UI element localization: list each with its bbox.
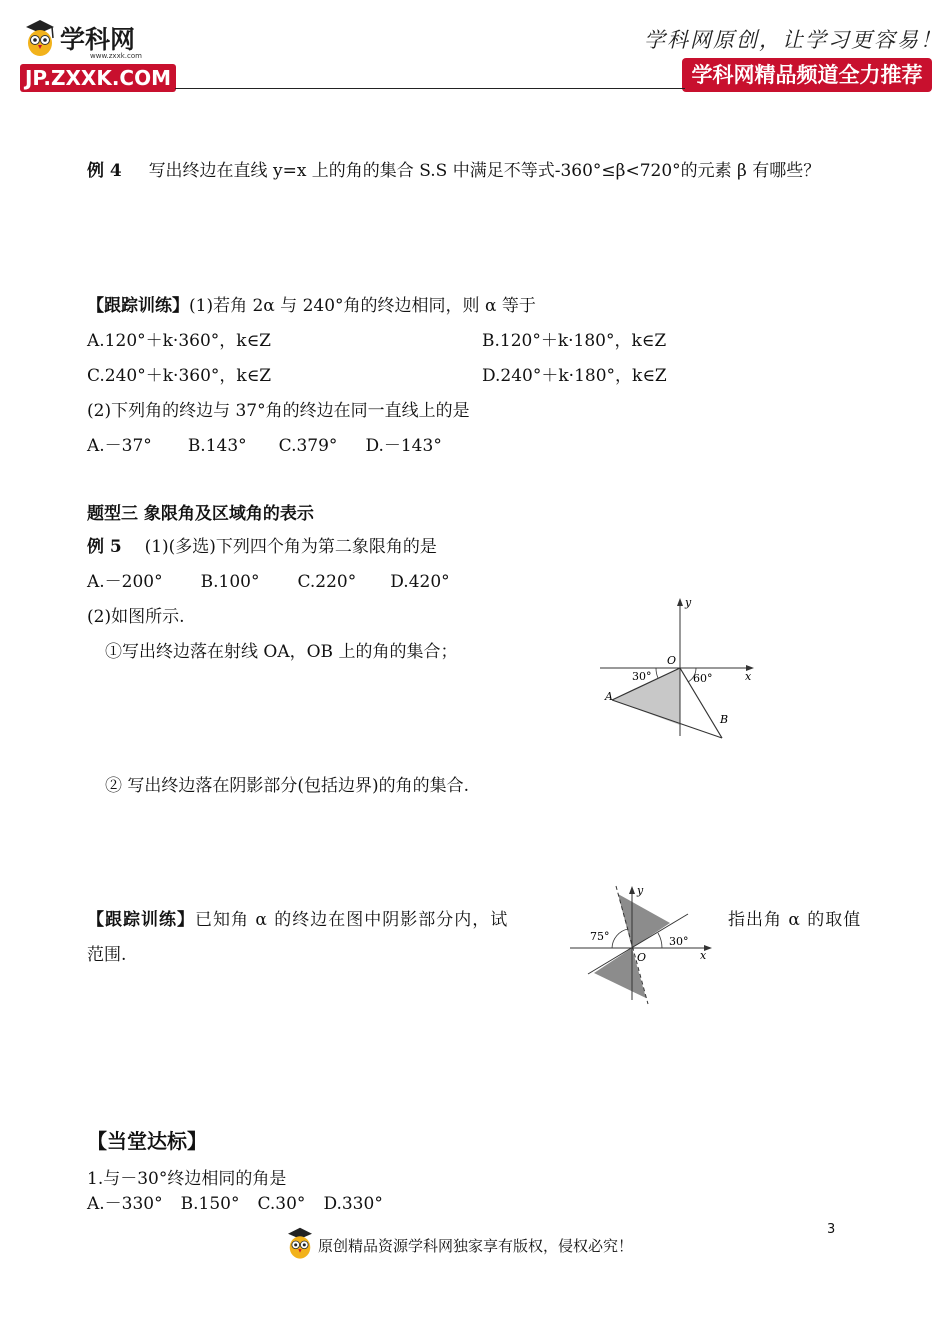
tracking-1-label: 【跟踪训练】 bbox=[87, 296, 189, 316]
logo-name: 学科网 bbox=[60, 25, 136, 54]
option: A.－200° bbox=[87, 572, 163, 592]
fig1-point-b: B bbox=[720, 713, 729, 726]
mastery-title: 【当堂达标】 bbox=[87, 1129, 207, 1153]
fig2-angle-30: 30° bbox=[669, 935, 689, 948]
option: A.－37° bbox=[87, 436, 152, 456]
tracking-2-label: 【跟踪训练】 bbox=[87, 910, 195, 930]
option: D.420° bbox=[390, 572, 450, 592]
option: C.379° bbox=[278, 436, 338, 456]
logo-url: www.zxxk.com bbox=[90, 52, 142, 60]
example-5-sub2: ② 写出终边落在阴影部分(包括边界)的角的集合. bbox=[105, 776, 470, 796]
fig2-angle-75: 75° bbox=[590, 930, 610, 943]
tracking-1-option-d: D.240°＋k·180°，k∈Z bbox=[482, 366, 667, 386]
option: D.－143° bbox=[365, 436, 442, 456]
example-4 bbox=[87, 156, 820, 181]
fig1-x-label: x bbox=[745, 670, 752, 683]
option: A.－330° bbox=[87, 1194, 163, 1214]
example-5-q1-text: (1)(多选)下列四个角为第二象限角的是 bbox=[144, 537, 437, 557]
option: D.330° bbox=[323, 1194, 383, 1214]
example-5-q1 bbox=[87, 532, 437, 557]
fig1-origin-label: O bbox=[667, 654, 677, 667]
tracking-2-text-3: 范围. bbox=[87, 945, 127, 965]
fig1-point-a: A bbox=[605, 690, 613, 703]
tracking-1-q2: (2)下列角的终边与 37°角的终边在同一直线上的是 bbox=[87, 401, 470, 421]
tracking-1-option-b: B.120°＋k·180°，k∈Z bbox=[482, 331, 667, 351]
tracking-1-option-a: A.120°＋k·360°，k∈Z bbox=[87, 331, 271, 351]
fig1-angle-30: 30° bbox=[632, 670, 652, 683]
example-5-q1-options bbox=[87, 567, 478, 592]
fig1-angle-60: 60° bbox=[693, 672, 713, 685]
arc-75 bbox=[612, 929, 628, 948]
example-4-label: 例 4 bbox=[87, 161, 122, 181]
page-number: 3 bbox=[827, 1222, 836, 1237]
fig2-x-label: x bbox=[700, 949, 707, 962]
tracking-1-q1 bbox=[87, 291, 536, 316]
recommend-banner: 学科网精品频道全力推荐 bbox=[682, 58, 932, 92]
option: B.150° bbox=[180, 1194, 240, 1214]
footer-owl-icon bbox=[284, 1226, 316, 1262]
option: B.143° bbox=[187, 436, 247, 456]
tracking-2-line1 bbox=[87, 905, 508, 930]
tracking-1-q1-text: (1)若角 2α 与 240°角的终边相同，则 α 等于 bbox=[189, 296, 536, 316]
slogan: 学科网原创，让学习更容易！ bbox=[644, 28, 943, 52]
site-domain: JP.ZXXK.COM bbox=[20, 64, 176, 92]
example-5-q2: (2)如图所示. bbox=[87, 607, 185, 627]
header-divider bbox=[175, 88, 685, 89]
figure-shaded-sectors bbox=[566, 882, 716, 1006]
fig1-y-label: y bbox=[685, 596, 692, 609]
tracking-2-text-2: 指出角 α 的取值 bbox=[728, 910, 862, 930]
fig2-y-label: y bbox=[637, 884, 644, 897]
arc-30 bbox=[658, 933, 662, 948]
example-5-label: 例 5 bbox=[87, 537, 122, 557]
y-arrow bbox=[677, 598, 683, 606]
tracking-2-text-1: 已知角 α 的终边在图中阴影部分内，试 bbox=[195, 910, 509, 930]
arc-30 bbox=[656, 668, 658, 678]
footer-copyright: 原创精品资源学科网独家享有版权，侵权必究！ bbox=[318, 1237, 634, 1255]
owl-mascot-icon bbox=[22, 18, 58, 60]
logo[interactable] bbox=[20, 14, 180, 94]
tracking-1-option-c: C.240°＋k·360°，k∈Z bbox=[87, 366, 272, 386]
figure-rays-oa-ob bbox=[596, 594, 760, 742]
example-4-text: 写出终边在直线 y=x 上的角的集合 S.S 中满足不等式-360°≤β<720°的元素 β 有哪些？ bbox=[148, 161, 821, 181]
option: B.100° bbox=[200, 572, 260, 592]
option: C.220° bbox=[297, 572, 357, 592]
section-3-title: 题型三 象限角及区域角的表示 bbox=[87, 504, 314, 524]
mastery-q1: 1.与－30°终边相同的角是 bbox=[87, 1169, 287, 1189]
fig2-origin-label: O bbox=[637, 951, 647, 964]
mastery-q1-options bbox=[87, 1189, 411, 1214]
option: C.30° bbox=[257, 1194, 306, 1214]
tracking-1-q2-options bbox=[87, 431, 470, 456]
y-arrow bbox=[629, 886, 635, 894]
example-5-sub1: ①写出终边落在射线 OA，OB 上的角的集合； bbox=[105, 642, 458, 662]
